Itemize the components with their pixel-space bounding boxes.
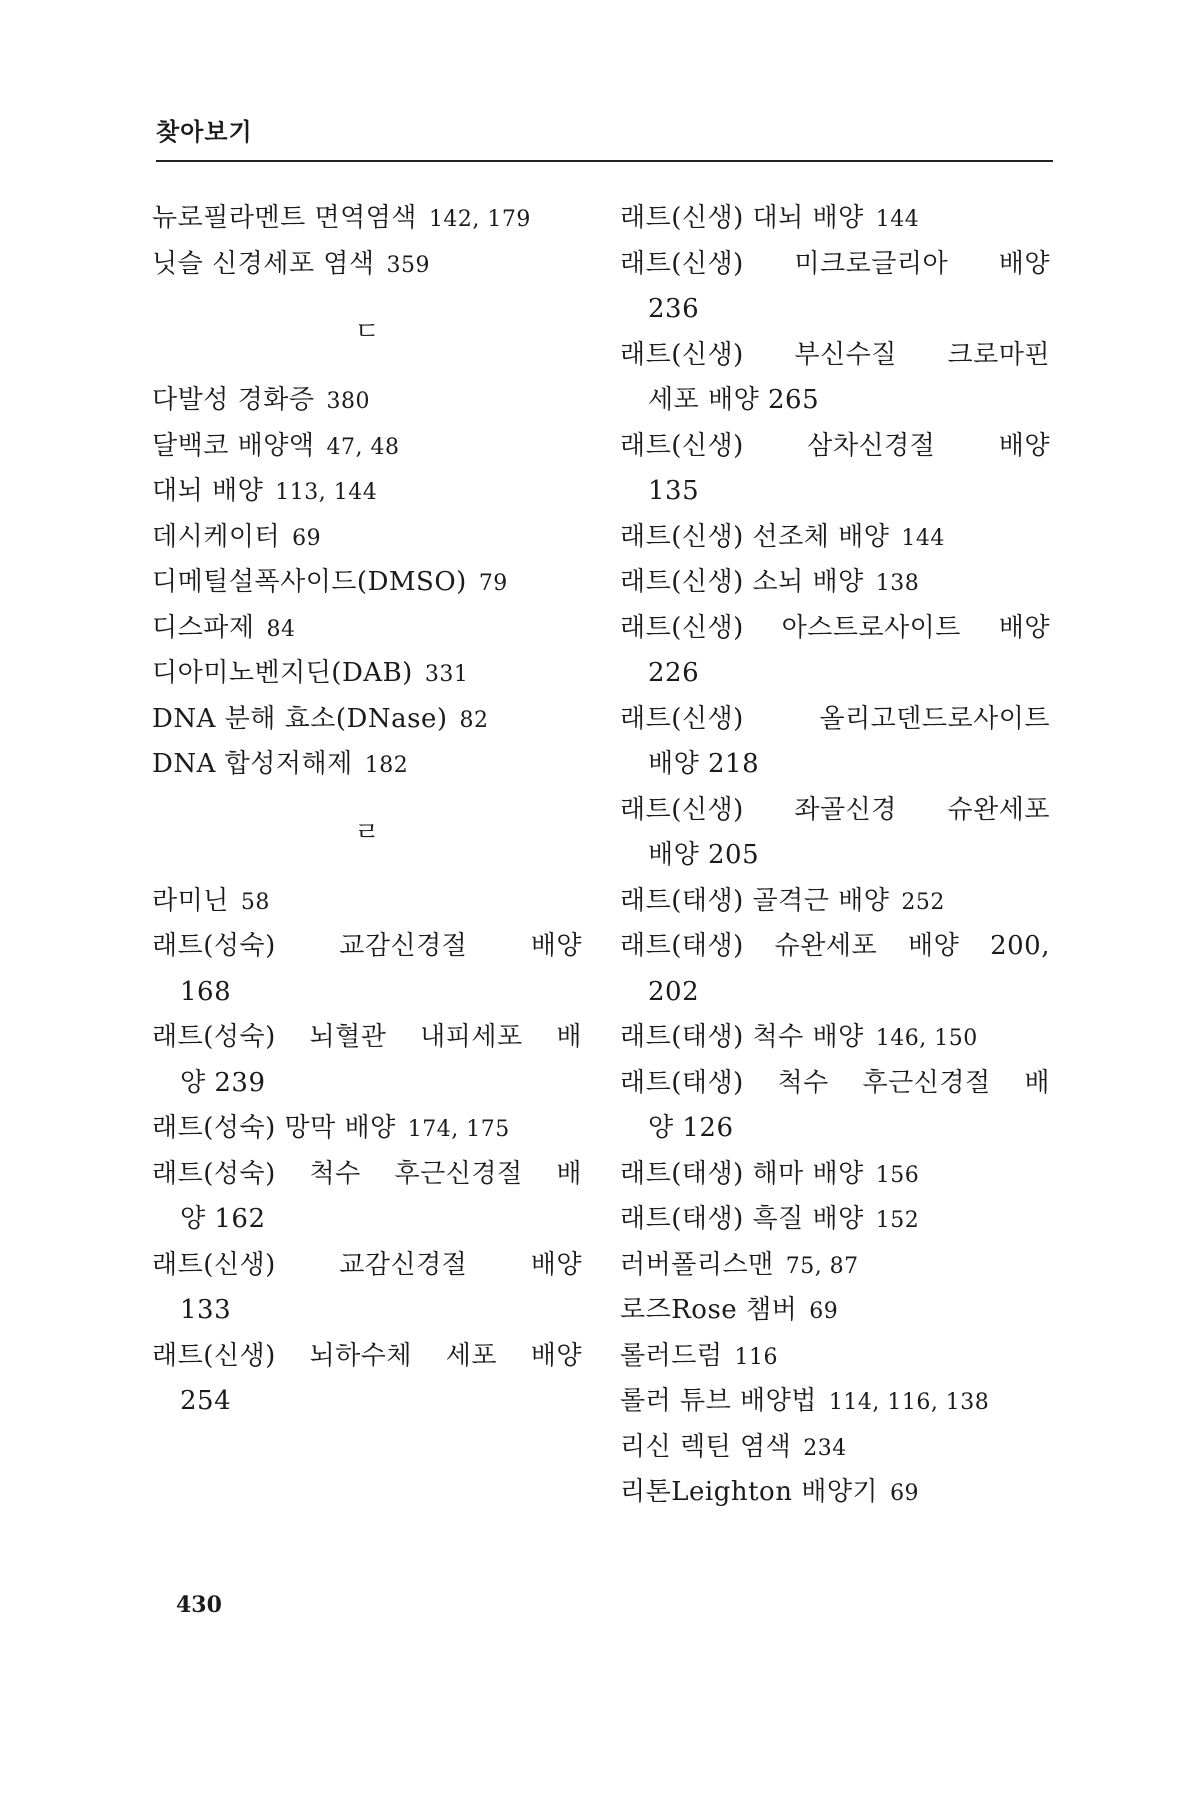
index-entry: [620, 697, 1050, 743]
index-entry-continuation: 세포 배양 265: [648, 385, 820, 415]
index-entry-continuation: 254: [180, 1386, 232, 1416]
index-entry-term: 래트(신생) 좌골신경 슈완세포: [620, 794, 1050, 825]
index-entry-term: 러버폴리스맨: [620, 1249, 774, 1280]
page-header-title: 찾아보기: [156, 118, 253, 146]
index-entry-term: 래트(태생) 슈완세포 배양 200,: [620, 931, 1050, 961]
index-entry-pages: 47, 48: [326, 434, 400, 460]
index-entry-continuation: 135: [648, 476, 700, 506]
index-entry-term: 래트(성숙) 망막 배양: [152, 1113, 396, 1143]
index-entry-term: 라미닌: [152, 885, 229, 916]
index-entry-term: 뉴로필라멘트 면역염색: [152, 203, 417, 233]
header-divider: [156, 160, 1053, 162]
index-entry: [620, 788, 1050, 834]
index-entry-pages: 84: [266, 616, 296, 642]
page-number: 430: [176, 1592, 222, 1618]
index-entry: [620, 1334, 1050, 1380]
index-entry: [152, 1015, 582, 1061]
index-entry-term: 래트(신생) 삼차신경절 배양: [620, 430, 1050, 461]
index-entry-term: 래트(태생) 흑질 배양: [620, 1204, 864, 1234]
index-entry-pages: 142, 179: [428, 207, 531, 232]
index-entry: [620, 515, 1050, 561]
index-entry-continuation: 양 162: [180, 1204, 266, 1234]
index-entry-term: 롤러드럼: [620, 1340, 723, 1371]
index-entry-term: 래트(태생) 해마 배양: [620, 1158, 864, 1189]
index-entry-term: 달백코 배양액: [152, 430, 315, 461]
index-entry-pages: 116: [734, 1344, 778, 1370]
index-entry-continuation: 226: [648, 658, 700, 688]
index-entry: [152, 242, 582, 288]
index-entry: [620, 196, 1050, 242]
index-entry-pages: 69: [292, 525, 322, 551]
index-entry-term: 래트(신생) 교감신경절 배양: [152, 1249, 582, 1280]
index-entry-pages: 174, 175: [407, 1117, 510, 1142]
index-entry-term: 래트(신생) 소뇌 배양: [620, 567, 864, 597]
index-entry-pages: 234: [803, 1435, 847, 1461]
index-entry-term: 리톤Leighton 배양기: [620, 1477, 879, 1507]
index-entry: [152, 1106, 582, 1152]
index-entry-pages: 252: [901, 889, 945, 915]
index-entry-continuation: 168: [180, 976, 232, 1007]
index-entry-pages: 144: [875, 207, 920, 232]
index-entry-continuation: 양 239: [180, 1067, 266, 1098]
index-entry-pages: 380: [326, 389, 370, 414]
index-entry-term: 래트(성숙) 뇌혈관 내피세포 배: [152, 1022, 582, 1052]
index-entry-continuation: 배양 218: [648, 749, 760, 779]
index-entry: [152, 1243, 582, 1289]
index-entry-term: 롤러 튜브 배양법: [620, 1386, 817, 1416]
index-entry-term: 래트(태생) 골격근 배양: [620, 885, 890, 916]
index-entry-pages: 146, 150: [875, 1026, 978, 1051]
index-entry-pages: 182: [364, 753, 409, 778]
index-entry: [620, 1288, 1050, 1334]
index-entry-pages: 331: [424, 662, 469, 687]
index-entry-term: 디메틸설폭사이드(DMSO): [152, 567, 467, 597]
index-entry: [620, 924, 1050, 970]
index-entry-pages: 156: [875, 1162, 920, 1188]
index-entry-term: 리신 렉틴 염색: [620, 1431, 792, 1462]
index-entry-term: 래트(신생) 부신수질 크로마핀: [620, 339, 1050, 370]
index-entry: [152, 1152, 582, 1198]
index-entry-pages: 58: [240, 889, 270, 915]
index-entry: [620, 1015, 1050, 1061]
index-entry: [152, 196, 582, 242]
index-entry: [620, 1243, 1050, 1289]
index-entry: [152, 879, 582, 925]
index-entry-pages: 82: [459, 707, 489, 733]
index-entry: [152, 651, 582, 697]
index-entry-term: 닛슬 신경세포 염색: [152, 248, 375, 279]
index-column-right: [620, 196, 1050, 1516]
index-entry: [152, 606, 582, 652]
index-entry: [152, 515, 582, 561]
index-entry-pages: 113, 144: [275, 480, 378, 505]
index-entry-continuation: 202: [648, 976, 700, 1007]
index-entry-pages: 114, 116, 138: [828, 1390, 990, 1415]
index-entry-pages: 75, 87: [785, 1253, 859, 1279]
index-entry: [620, 560, 1050, 606]
index-entry-term: 래트(신생) 올리고덴드로사이트: [620, 703, 1050, 734]
index-entry: [152, 378, 582, 424]
index-entry-continuation: 양 126: [648, 1113, 734, 1143]
index-entry: [620, 1152, 1050, 1198]
index-entry-pages: 144: [901, 525, 945, 551]
index-entry-term: DNA 분해 효소(DNase): [152, 703, 448, 734]
index-entry-continuation: 236: [648, 294, 700, 324]
index-entry: [620, 242, 1050, 288]
index-letter-heading: ㄹ: [354, 817, 380, 848]
index-entry-term: 디스파제: [152, 612, 255, 643]
index-entry-pages: 152: [875, 1208, 920, 1233]
index-entry-term: 대뇌 배양: [152, 476, 264, 506]
index-entry-pages: 79: [478, 571, 508, 596]
index-entry-term: 래트(성숙) 교감신경절 배양: [152, 931, 582, 961]
index-entry: [620, 1470, 1050, 1516]
index-entry-term: 래트(신생) 선조체 배양: [620, 521, 890, 552]
index-entry: [152, 697, 582, 743]
index-entry: [152, 469, 582, 515]
index-entry: [620, 1379, 1050, 1425]
index-entry-term: 로즈Rose 챔버: [620, 1295, 798, 1325]
index-entry: [620, 1061, 1050, 1107]
index-entry-pages: 359: [386, 252, 430, 278]
index-entry-term: DNA 합성저해제: [152, 749, 353, 779]
index-entry: [620, 333, 1050, 379]
index-entry-term: 래트(성숙) 척수 후근신경절 배: [152, 1158, 582, 1189]
index-entry-term: 디아미노벤지딘(DAB): [152, 658, 413, 688]
index-entry: [620, 1425, 1050, 1471]
index-entry: [152, 424, 582, 470]
index-entry-term: 다발성 경화증: [152, 385, 315, 415]
index-entry-term: 래트(신생) 아스트로사이트 배양: [620, 612, 1050, 643]
index-entry: [152, 560, 582, 606]
index-entry: [152, 924, 582, 970]
index-entry: [152, 742, 582, 788]
index-entry-pages: 138: [875, 571, 920, 596]
index-entry-term: 데시케이터: [152, 521, 281, 552]
index-entry: [620, 879, 1050, 925]
index-entry-pages: 69: [809, 1299, 839, 1324]
index-entry-term: 래트(신생) 뇌하수체 세포 배양: [152, 1340, 582, 1371]
index-entry-continuation: 133: [180, 1295, 232, 1325]
index-entry: [152, 1334, 582, 1380]
index-letter-heading: ㄷ: [354, 317, 380, 347]
index-entry: [620, 606, 1050, 652]
index-entry-term: 래트(신생) 미크로글리아 배양: [620, 248, 1050, 279]
index-entry-term: 래트(태생) 척수 배양: [620, 1022, 864, 1052]
index-entry-term: 래트(태생) 척수 후근신경절 배: [620, 1067, 1050, 1098]
index-column-left: [152, 196, 582, 1425]
index-entry-continuation: 배양 205: [648, 840, 760, 870]
index-entry: [620, 424, 1050, 470]
index-entry: [620, 1197, 1050, 1243]
index-entry-pages: 69: [890, 1481, 920, 1506]
index-entry-term: 래트(신생) 대뇌 배양: [620, 203, 864, 233]
